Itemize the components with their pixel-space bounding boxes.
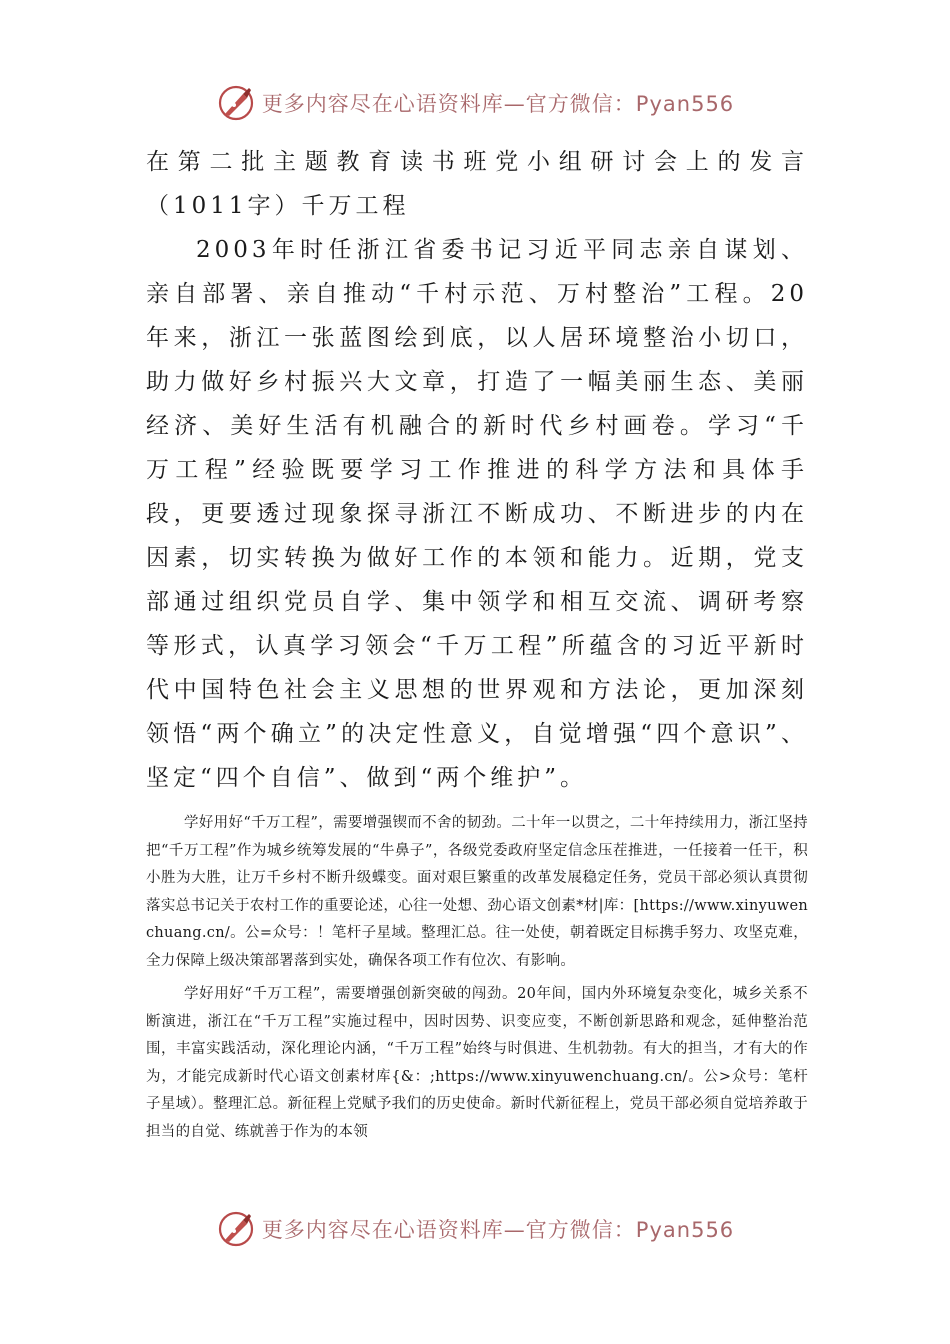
body-paragraph-2: 学好用好“千万工程”，需要增强创新突破的闯劲。20年间，国内外环境复杂变化，城乡关系不断演进，浙江在“千万工程”实施过程中，因时因势、识变应变，不断创新思路和观念，延伸整治范围，丰富实践活动，深化理论内涵，“千万工程”始终与时俱进、生机勃勃。有大的担当，才有大的作为，才能完成新时代心语文创素材库{&：;https://www.xinyuwenchuang.cn/。公>众号：笔杆子星域）。整理汇总。新征程上党赋予我们的历史使命。新时代新征程上，党员干部必须自觉培养敢于担当的自觉、练就善于作为的本领	[146, 986, 808, 1140]
pen-nib-logo-icon	[216, 1209, 256, 1249]
lead-paragraph: 2003年时任浙江省委书记习近平同志亲自谋划、亲自部署、亲自推动“千村示范、万村整治”工程。20年来，浙江一张蓝图绘到底，以人居环境整治小切口，助力做好乡村振兴大文章，打造了一幅美丽生态、美丽经济、美好生活有机融合的新时代乡村画卷。学习“千万工程”经验既要学习工作推进的科学方法和具体手段，更要透过现象探寻浙江不断成功、不断进步的内在因素，切实转换为做好工作的本领和能力。近期，党支部通过组织党员自学、集中领学和相互交流、调研考察等形式，认真学习领会“千万工程”所蕴含的习近平新时代中国特色社会主义思想的世界观和方法论，更加深刻领悟“两个确立”的决定性意义，自觉增强“四个意识”、坚定“四个自信”、做到“两个维护”。	[146, 237, 808, 791]
pen-nib-logo-icon	[216, 83, 256, 123]
watermark-text: 更多内容尽在心语资料库—官方微信：Pyan556	[261, 1218, 735, 1242]
header-watermark-banner	[0, 80, 950, 126]
watermark-text: 更多内容尽在心语资料库—官方微信：Pyan556	[261, 92, 735, 116]
document-body	[146, 140, 808, 1146]
document-title: 在第二批主题教育读书班党小组研讨会上的发言（1011字）千万工程	[146, 149, 808, 219]
footer-watermark-banner	[0, 1206, 950, 1252]
body-paragraph-1: 学好用好“千万工程”，需要增强锲而不舍的韧劲。二十年一以贯之，二十年持续用力，浙江坚持把“千万工程”作为城乡统筹发展的“牛鼻子”，各级党委政府坚定信念压茬推进，一任接着一任干，积小胜为大胜，让万千乡村不断升级蝶变。面对艰巨繁重的改革发展稳定任务，党员干部必须认真贯彻落实总书记关于农村工作的重要论述，心往一处想、劲心语文创素*材|库：[https://www.xinyuwenchuang.cn/。公=众号：！笔杆子星域。整理汇总。往一处使，朝着既定目标携手努力、攻坚克难，全力保障上级决策部署落到实处，确保各项工作有位次、有影响。	[146, 815, 808, 969]
